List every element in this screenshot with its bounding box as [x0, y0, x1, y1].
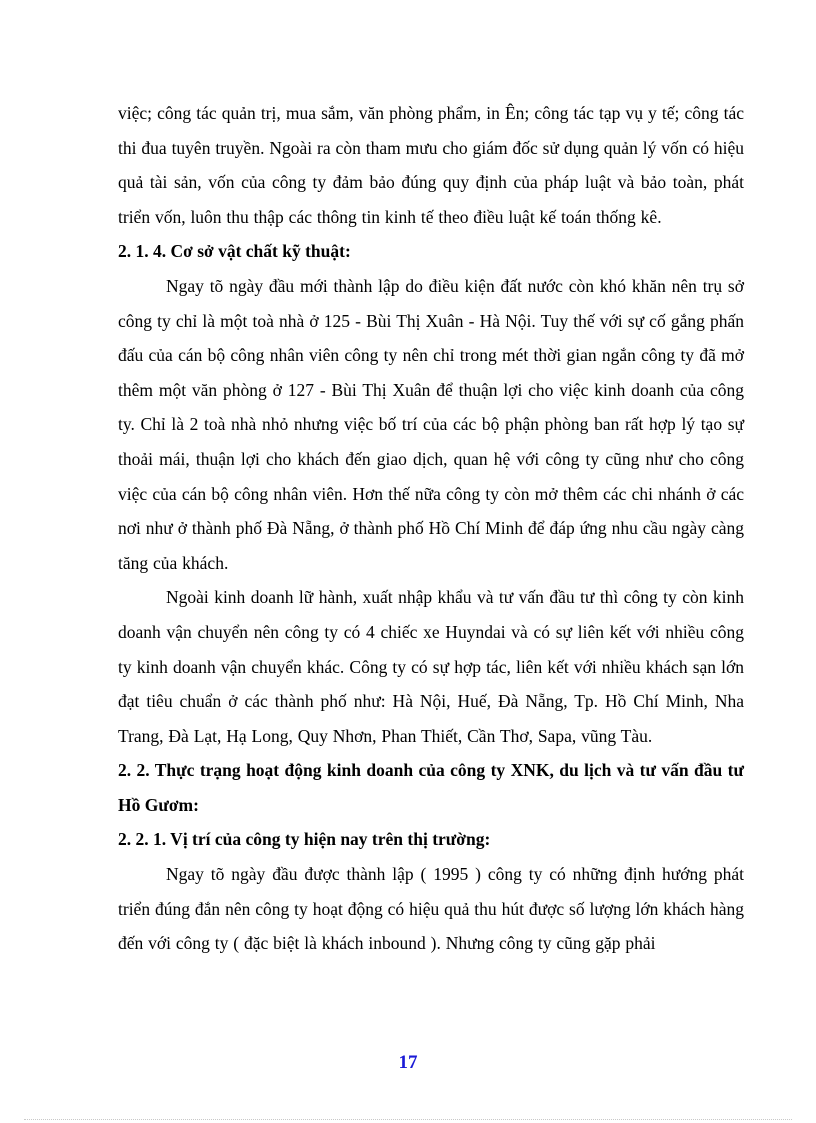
- section-heading-2-2: 2. 2. Thực trạng hoạt động kinh doanh của công ty XNK, du lịch và tư vấn đầu tư Hồ Gươm:: [118, 760, 744, 815]
- document-body: [118, 96, 744, 961]
- paragraph-continuation: việc; công tác quản trị, mua sắm, văn phòng phẩm, in Ên; công tác tạp vụ y tế; công tác thi đua tuyên truyền. Ngoài ra còn tham mưu cho giám đốc sử dụng quản lý vốn có hiệu quả tài sản, vốn của công ty đảm bảo đúng quy định của pháp luật và bảo toàn, phát triển vốn, luôn thu thập các thông tin kinh tế theo điều luật kế toán thống kê.: [118, 103, 744, 227]
- paragraph-market-position: Ngay tõ ngày đầu được thành lập ( 1995 ) công ty có những định hướng phát triển đúng đắn nên công ty hoạt động có hiệu quả thu hút được số lượng lớn khách hàng đến với công ty ( đặc biệt là khách inbound ). Nhưng công ty cũng gặp phải: [118, 864, 744, 954]
- section-heading-2-2-1: 2. 2. 1. Vị trí của công ty hiện nay trên thị trường:: [118, 829, 491, 850]
- footer-divider: [24, 1119, 792, 1120]
- paragraph-facilities: Ngay tõ ngày đầu mới thành lập do điều kiện đất nước còn khó khăn nên trụ sở công ty chỉ là một toà nhà ở 125 - Bùi Thị Xuân - Hà Nội. Tuy thế với sự cố gắng phấn đấu của cán bộ công nhân viên công ty nên chỉ trong mét thời gian ngắn công ty đã mở thêm một văn phòng ở 127 - Bùi Thị Xuân để thuận lợi cho việc kinh doanh của công ty. Chỉ là 2 toà nhà nhỏ nhưng việc bố trí của các bộ phận phòng ban rất hợp lý tạo sự thoải mái, thuận lợi cho khách đến giao dịch, quan hệ với công ty cũng như cho công việc của cán bộ công nhân viên. Hơn thế nữa công ty còn mở thêm các chi nhánh ở các nơi như ở thành phố Đà Nẵng, ở thành phố Hồ Chí Minh để đáp ứng nhu cầu ngày càng tăng của khách.: [118, 275, 744, 573]
- section-heading-2-1-4: 2. 1. 4. Cơ sở vật chất kỹ thuật:: [118, 241, 351, 262]
- page-number: 17: [398, 1052, 418, 1073]
- paragraph-transport: Ngoài kinh doanh lữ hành, xuất nhập khẩu và tư vấn đầu tư thì công ty còn kinh doanh vận chuyển nên công ty có 4 chiếc xe Huyndai và có sự liên kết với nhiều công ty kinh doanh vận chuyển khác. Công ty có sự hợp tác, liên kết với nhiều khách sạn lớn đạt tiêu chuẩn ở các thành phố như: Hà Nội, Huế, Đà Nẵng, Tp. Hồ Chí Minh, Nha Trang, Đà Lạt, Hạ Long, Quy Nhơn, Phan Thiết, Cần Thơ, Sapa, vũng Tàu.: [118, 587, 744, 746]
